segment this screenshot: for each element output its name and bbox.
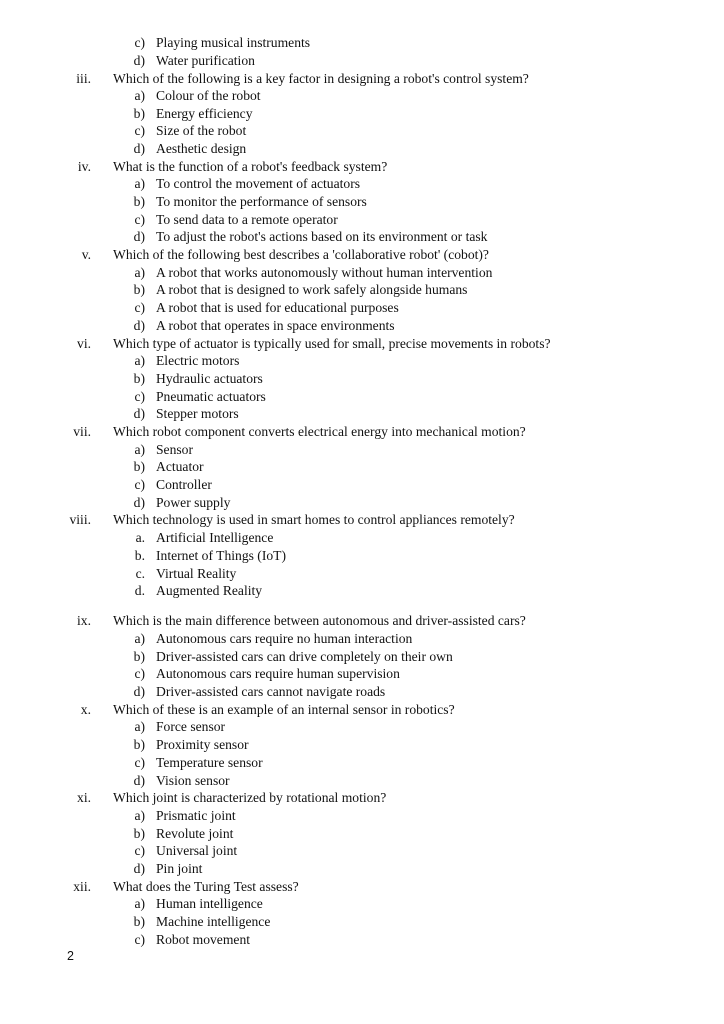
question-text: What is the function of a robot's feedback system?	[113, 159, 388, 174]
option-text: Actuator	[156, 459, 204, 474]
question-text: Which of these is an example of an internal sensor in robotics?	[113, 702, 455, 717]
option-label: a)	[134, 631, 145, 646]
option-text: A robot that is designed to work safely alongside humans	[156, 282, 468, 297]
option-label: a)	[134, 265, 145, 280]
option-text: Driver-assisted cars cannot navigate roads	[156, 684, 386, 699]
option-label: a.	[135, 530, 145, 545]
page-number: 2	[67, 949, 74, 963]
option-label: c)	[134, 300, 145, 315]
option-label: b)	[133, 282, 145, 297]
option-text: Size of the robot	[156, 123, 247, 138]
option-label: a)	[134, 442, 145, 457]
option-text: Autonomous cars require human supervision	[156, 666, 400, 681]
option-text: Human intelligence	[156, 896, 263, 911]
option-label: b)	[133, 649, 145, 664]
option-text: Driver-assisted cars can drive completely on their own	[156, 649, 453, 664]
option-label: c)	[134, 389, 145, 404]
option-label: d.	[134, 583, 145, 598]
option-text: Controller	[156, 477, 212, 492]
option-text: Internet of Things (IoT)	[156, 548, 286, 563]
option-text: Proximity sensor	[156, 737, 249, 752]
option-label: c)	[134, 123, 145, 138]
option-text: A robot that works autonomously without human intervention	[156, 265, 493, 280]
option-label: b)	[133, 737, 145, 752]
option-label: c)	[134, 212, 145, 227]
question-text: What does the Turing Test assess?	[113, 879, 299, 894]
option-text: Robot movement	[156, 932, 251, 947]
option-text: To control the movement of actuators	[156, 176, 361, 191]
option-label: c)	[134, 666, 145, 681]
question-text: Which is the main difference between autonomous and driver-assisted cars?	[113, 613, 526, 628]
question-text: Which robot component converts electrical energy into mechanical motion?	[113, 424, 526, 439]
option-text: Augmented Reality	[156, 583, 263, 598]
option-label: c)	[134, 477, 145, 492]
option-label: b)	[133, 826, 145, 841]
option-label: d)	[133, 861, 145, 876]
option-text: Prismatic joint	[156, 808, 236, 823]
option-label: a)	[134, 808, 145, 823]
option-label: d)	[133, 318, 145, 333]
option-text: Energy efficiency	[156, 106, 253, 121]
option-label: c)	[134, 932, 145, 947]
question-number: v.	[81, 247, 91, 262]
option-label: d)	[133, 406, 145, 421]
option-label: d)	[133, 229, 145, 244]
question-number: ix.	[77, 613, 91, 628]
option-label: c)	[134, 755, 145, 770]
option-label: d)	[133, 773, 145, 788]
option-label: b)	[133, 371, 145, 386]
question-text: Which of the following is a key factor in designing a robot's control system?	[113, 71, 529, 86]
question-text: Which joint is characterized by rotational motion?	[113, 790, 387, 805]
question-number: x.	[80, 702, 91, 717]
option-label: a)	[134, 896, 145, 911]
option-text: To adjust the robot's actions based on its environment or task	[156, 229, 488, 244]
option-text: Water purification	[156, 53, 255, 68]
option-text: To send data to a remote operator	[156, 212, 338, 227]
option-text: Sensor	[156, 442, 194, 457]
question-number: xii.	[73, 879, 91, 894]
option-text: Hydraulic actuators	[156, 371, 263, 386]
option-label: d)	[133, 141, 145, 156]
option-text: Power supply	[156, 495, 231, 510]
option-text: Artificial Intelligence	[156, 530, 274, 545]
question-number: iii.	[76, 71, 91, 86]
option-text: Machine intelligence	[156, 914, 271, 929]
option-text: Revolute joint	[156, 826, 234, 841]
option-text: Virtual Reality	[156, 566, 237, 581]
option-text: Force sensor	[156, 719, 226, 734]
option-label: a)	[134, 353, 145, 368]
option-text: Autonomous cars require no human interaction	[156, 631, 413, 646]
question-text: Which of the following best describes a 'collaborative robot' (cobot)?	[113, 247, 489, 262]
option-label: c.	[135, 566, 145, 581]
option-text: Temperature sensor	[156, 755, 263, 770]
option-text: Stepper motors	[156, 406, 239, 421]
option-text: A robot that is used for educational purposes	[156, 300, 399, 315]
option-label: b)	[133, 914, 145, 929]
option-text: Colour of the robot	[156, 88, 261, 103]
option-text: Electric motors	[156, 353, 240, 368]
option-text: To monitor the performance of sensors	[156, 194, 367, 209]
question-number: xi.	[77, 790, 91, 805]
option-label: d)	[133, 684, 145, 699]
option-text: Playing musical instruments	[156, 35, 311, 50]
option-text: Pin joint	[156, 861, 203, 876]
question-number: vii.	[73, 424, 91, 439]
question-number: viii.	[69, 512, 91, 527]
option-label: b)	[133, 194, 145, 209]
option-label: d)	[133, 495, 145, 510]
option-label: a)	[134, 719, 145, 734]
question-number: iv.	[77, 159, 91, 174]
option-label: c)	[134, 843, 145, 858]
question-number: vi.	[77, 336, 91, 351]
option-label: b)	[133, 459, 145, 474]
question-text: Which type of actuator is typically used for small, precise movements in robots?	[113, 336, 551, 351]
option-label: a)	[134, 88, 145, 103]
option-text: Pneumatic actuators	[156, 389, 266, 404]
option-label: b.	[134, 548, 145, 563]
option-text: Universal joint	[156, 843, 238, 858]
question-text: Which technology is used in smart homes to control appliances remotely?	[113, 512, 515, 527]
option-label: b)	[133, 106, 145, 121]
option-text: A robot that operates in space environments	[156, 318, 395, 333]
option-text: Vision sensor	[156, 773, 230, 788]
option-text: Aesthetic design	[156, 141, 247, 156]
option-label: d)	[133, 53, 145, 68]
option-label: a)	[134, 176, 145, 191]
option-label: c)	[134, 35, 145, 50]
